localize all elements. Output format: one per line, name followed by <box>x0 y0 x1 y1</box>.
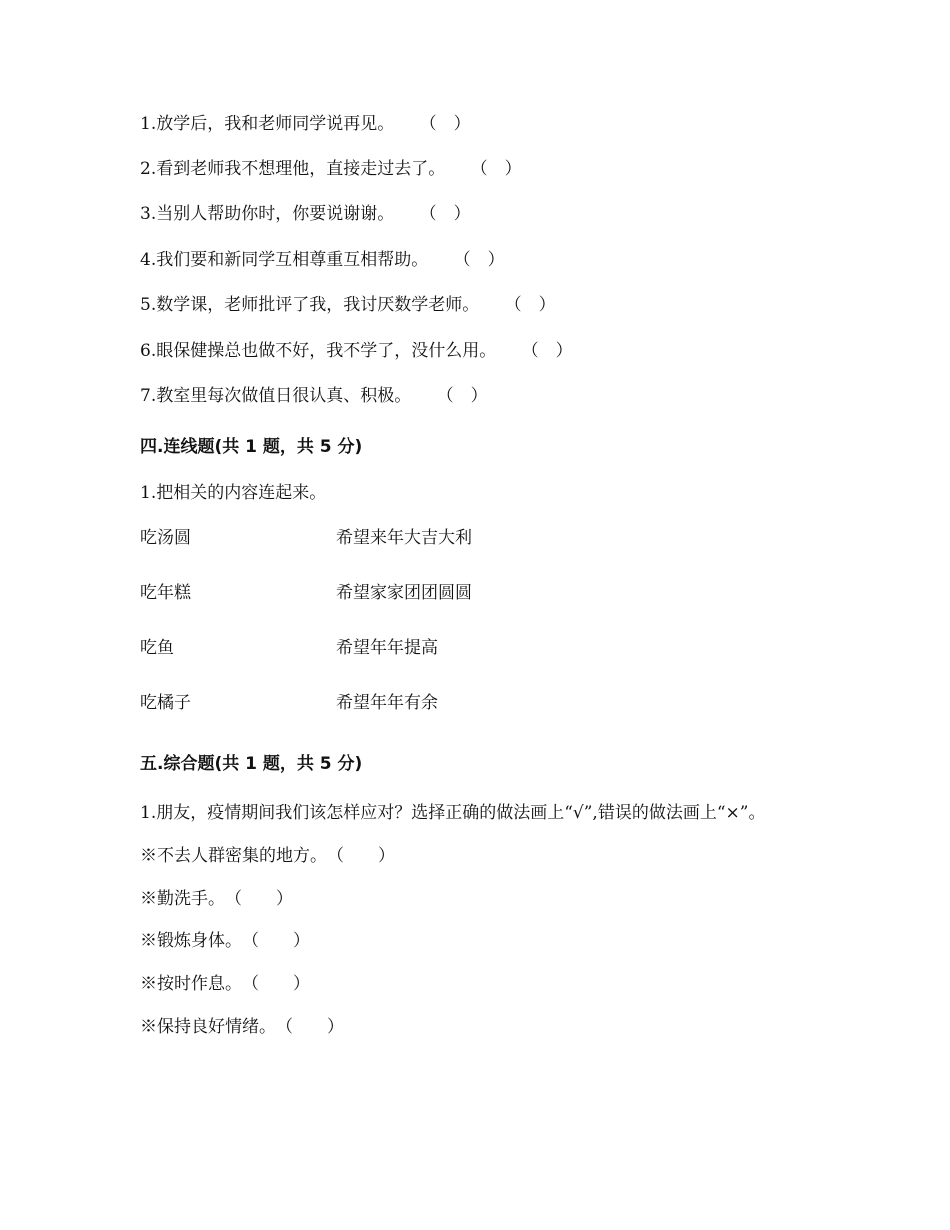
checklist-item <box>140 930 310 952</box>
answer-blank: （ ） <box>242 931 310 951</box>
checklist-item <box>140 845 395 867</box>
judgment-item <box>140 158 522 180</box>
judgment-item-text: 7.教室里每次做值日很认真、积极。 <box>140 386 412 406</box>
match-left-item: 吃鱼 <box>140 638 174 658</box>
match-right-item: 希望年年提高 <box>336 638 438 658</box>
answer-blank: （ ） <box>470 159 522 179</box>
answer-blank: （ ） <box>504 295 556 315</box>
judgment-item-text: 1.放学后，我和老师同学说再见。 <box>140 114 395 134</box>
answer-blank: （ ） <box>419 204 471 224</box>
checklist-item <box>140 973 310 995</box>
judgment-item-text: 6.眼保健操总也做不好，我不学了，没什么用。 <box>140 341 497 361</box>
match-left-item: 吃汤圆 <box>140 528 191 548</box>
judgment-item <box>140 294 556 316</box>
checklist-item-text: ※按时作息。 <box>140 974 242 994</box>
judgment-item-text: 2.看到老师我不想理他，直接走过去了。 <box>140 159 446 179</box>
judgment-item-text: 3.当别人帮助你时，你要说谢谢。 <box>140 204 395 224</box>
judgment-item <box>140 249 505 271</box>
checklist-item <box>140 888 293 910</box>
judgment-item <box>140 340 573 362</box>
judgment-item <box>140 385 488 407</box>
checklist-item-text: ※锻炼身体。 <box>140 931 242 951</box>
answer-blank: （ ） <box>436 386 488 406</box>
answer-blank: （ ） <box>327 846 395 866</box>
checklist-item-text: ※不去人群密集的地方。 <box>140 846 327 866</box>
judgment-item-text: 4.我们要和新同学互相尊重互相帮助。 <box>140 250 429 270</box>
match-right-item: 希望来年大吉大利 <box>336 528 472 548</box>
checklist-item <box>140 1016 344 1038</box>
match-left-item: 吃橘子 <box>140 693 191 713</box>
match-right-item: 希望家家团团圆圆 <box>336 583 472 603</box>
answer-blank: （ ） <box>453 250 505 270</box>
judgment-item <box>140 113 471 135</box>
answer-blank: （ ） <box>276 1017 344 1037</box>
match-left-item: 吃年糕 <box>140 583 191 603</box>
checklist-item-text: ※勤洗手。 <box>140 889 225 909</box>
answer-blank: （ ） <box>419 114 471 134</box>
answer-blank: （ ） <box>242 974 310 994</box>
question-text: 1.朋友，疫情期间我们该怎样应对？选择正确的做法画上“√”,错误的做法画上“×”。 <box>140 803 766 823</box>
question-text: 1.把相关的内容连起来。 <box>140 483 327 503</box>
answer-blank: （ ） <box>521 341 573 361</box>
answer-blank: （ ） <box>225 889 293 909</box>
section-heading: 四.连线题(共 1 题，共 5 分) <box>140 437 363 457</box>
judgment-item <box>140 203 471 225</box>
match-right-item: 希望年年有余 <box>336 693 438 713</box>
checklist-item-text: ※保持良好情绪。 <box>140 1017 276 1037</box>
judgment-item-text: 5.数学课，老师批评了我，我讨厌数学老师。 <box>140 295 480 315</box>
section-heading: 五.综合题(共 1 题，共 5 分) <box>140 754 363 774</box>
